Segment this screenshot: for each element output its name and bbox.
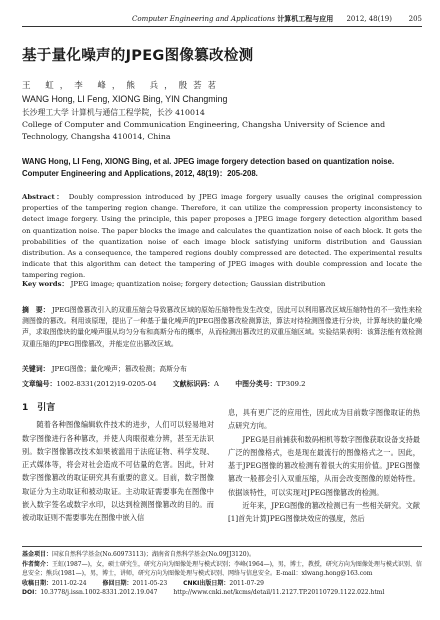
journal-name-en: Computer Engineering and Applications (132, 15, 275, 23)
abstract-en-text: Doubly compression introduced by JPEG image forgery usually causes the original compression properties of the tampering region change. Therefore, it can utilize the compression property inconsistency to detect image forgery. Using the principle, this paper proposes a JPEG image forgery detection algorithm based on quantization noise. The paper blocks the image and calculates the quantization noise of each block. It gets the probabilities of the quantization noise of each image block satisfying uniform distribution and Gaussian distribution. As a consequence, the tampered regions doubly compressed are detected. The experimental results indicate that this algorithm can detect the tampering of JPEG images with double compression and locate the tampering region. (22, 193, 422, 280)
keywords-en (22, 279, 422, 290)
running-header (22, 12, 422, 27)
paper-title: 基于量化噪声的JPEG图像篡改检测 (22, 48, 254, 64)
cnki-url-link[interactable]: http://www.cnki.net/kcms/detail/11.2127.TP.20110729.1122.022.html (173, 589, 385, 597)
abstract-cn-label: 摘 要： (22, 306, 50, 314)
issue-info: 2012, 48(19) (346, 15, 392, 23)
citation: WANG Hong, LI Feng, XIONG Bing, et al. JPEG image forgery detection based on quantization noise. Computer Engineering and Applications, 2012, 48(19)：205-208. (22, 157, 395, 178)
journal-name-cn: 计算机工程与应用 (277, 14, 334, 23)
abstract-cn-text: JPEG图像篡改引入的双重压缩会导致篡改区域的原始压缩特性发生改变，因此可以利用篡改区域压缩特性的不一致性来检测图像的篡改。利用该原理，提出了一种基于量化噪声的JPEG图像篡改检测算法，算法对待检测图像进行分块，计算每块的量化噪声，求取图像块的量化噪声服从均匀分布和高斯分布的概率，从而检测出篡改过的双重压缩区域。实验结果表明：该算法能有效检测双重压缩的JPEG图像篡改，并能定位出篡改区域。 (22, 306, 422, 348)
article-number: 文章编号：1002-8331(2012)19-0205-04 (22, 380, 157, 388)
body-paragraph: 随着各种图像编辑软件技术的进步，人们可以轻易地对数字图像进行各种篡改，并使人肉眼很难分辨，甚至无法识别。数字图像篡改技术如果被滥用于法庭证物、科学发现、正式媒体等，将会对社会造成不可估量的危害。因此，针对数字图像篡改的取证研究具有重要的意义。目前，数字图像取证分为主动取证和被动取证。主动取证需要事先在图像中嵌入数字签名或数字水印，以达到检测图像篡改的目的。而被动取证则不需要事先在图像中嵌入信 (22, 420, 214, 523)
affiliation-en: College of Computer and Communication Engineering, Changsha University of Science and Technology, Changsha 410014, China (22, 120, 386, 141)
body-paragraph: JPEG是目前捕获和数码相机等数字图像获取设备支持最广泛的图像格式，也是现在最流行的图像格式之一。因此，基于JPEG图像的篡改检测有着很大的实用价值。JPEG图像篡改一般都会引入双重压缩，从而会改变图像的原始特性。依据该特性，可以实现对JPEG图像篡改的检测。 (228, 434, 420, 497)
body-column-right (228, 406, 420, 526)
page-number: 205 (408, 15, 422, 23)
journal-name (132, 12, 333, 26)
footnotes (22, 546, 422, 598)
dates-note: 收稿日期：2011-02-24 修回日期：2011-05-23 CNKI出版日期：2011-07-29 (22, 579, 264, 587)
article-identifiers (22, 378, 422, 388)
keywords-en-label: Key words： (22, 280, 69, 288)
author-bio: 作者简介：王虹(1987—)，女，硕士研究生，研究方向为图像处理与模式识别；李峰(1964—)，男，博士，教授，研究方向为图像处理与模式识别、信息安全；熊兵(1981—)，男，博士，讲师，研究方向为图像处理与模式识别、网络与信息安全。E-mail：xlwang.hong@163.com (22, 560, 422, 578)
abstract-en (22, 192, 422, 282)
keywords-cn (22, 363, 422, 373)
doi-note: DOI：10.3778/j.issn.1002-8331.2012.19.047 http://www.cnki.net/kcms/detail/11.2127.TP.20110729.1122.022.html (22, 589, 385, 597)
authors-en: WANG Hong, LI Feng, XIONG Bing, YIN Changming (22, 94, 228, 104)
authors-cn: 王 虹，李 峰，熊 兵，殷荟茗 (22, 81, 223, 91)
section-heading: 1 引言 (22, 403, 56, 413)
clc-number: 中图分类号：TP309.2 (235, 380, 306, 388)
body-column-left (22, 402, 214, 525)
body-paragraph: 息，具有更广泛的应用性，因此成为目前数字图像取证的热点研究方向。 (228, 408, 420, 431)
funding-note: 基金项目：国家自然科学基金(No.60973113)；湖南省自然科学基金(No.09JJ3120)。 (22, 551, 255, 558)
body-paragraph: 近年来，JPEG图像的篡改检测已有一些相关研究。文献[1]首先计算JPEG图像块效应的强度，然后 (228, 501, 420, 524)
document-code: 文献标识码：A (172, 380, 220, 388)
affiliation-cn: 长沙理工大学 计算机与通信工程学院，长沙 410014 (22, 108, 205, 117)
abstract-en-label: Abstract： (22, 193, 65, 201)
keywords-en-text: JPEG image; quantization noise; forgery detection; Gaussian distribution (70, 280, 326, 288)
keywords-cn-text: JPEG图像；量化噪声；篡改检测；高斯分布 (51, 365, 187, 373)
abstract-cn (22, 305, 422, 350)
keywords-cn-label: 关键词： (22, 365, 50, 373)
